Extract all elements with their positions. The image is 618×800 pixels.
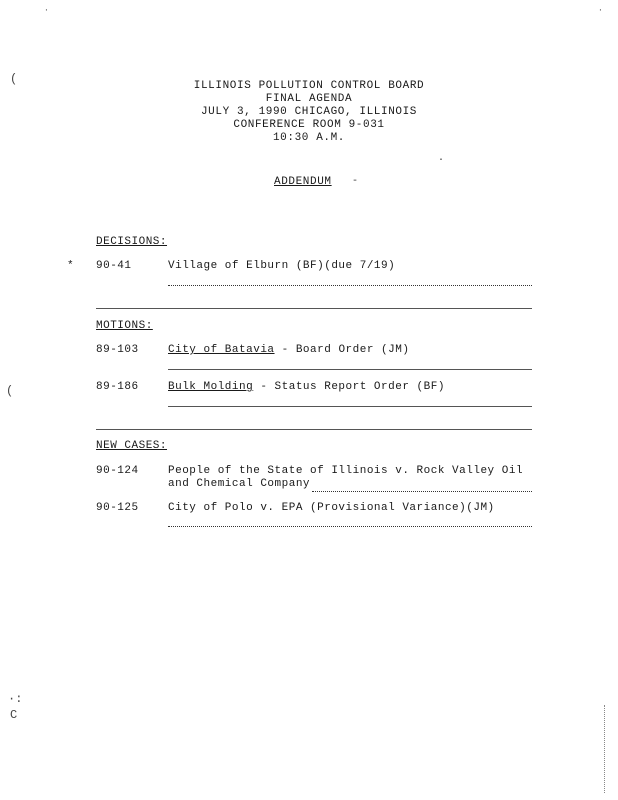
motions-heading (96, 320, 153, 332)
stray-dot: · (438, 155, 445, 166)
signature-line (168, 369, 532, 370)
top-corner-speck: · (44, 6, 49, 15)
case-description: City of Polo v. EPA (Provisional Variance)(JM) (168, 502, 495, 514)
case-number: 89-103 (96, 344, 139, 356)
margin-mark-bottom-2: C (10, 708, 18, 722)
signature-line (168, 526, 532, 527)
case-number: 90-125 (96, 502, 139, 514)
case-party: City of Batavia (168, 344, 275, 356)
new-cases-heading (96, 440, 167, 452)
top-right-speck: · (598, 6, 603, 15)
decisions-heading (96, 236, 167, 248)
right-edge-scan-line (604, 705, 605, 793)
margin-mark-middle: ( (6, 384, 14, 398)
priority-star: * (67, 260, 74, 272)
new-cases-heading-text: NEW CASES: (96, 440, 168, 452)
margin-mark-top: ( (10, 72, 18, 86)
signature-line (312, 491, 532, 492)
case-description (168, 344, 409, 357)
signature-line (168, 285, 532, 286)
case-description: Village of Elburn (BF)(due 7/19) (168, 260, 396, 272)
agenda-title: FINAL AGENDA (265, 93, 353, 105)
case-party: Bulk Molding (168, 381, 254, 393)
stray-dot-2: - (352, 176, 359, 187)
case-description (168, 381, 445, 394)
case-order: - Status Report Order (BF) (253, 381, 445, 393)
case-number: 90-41 (96, 260, 132, 272)
case-number: 90-124 (96, 465, 139, 477)
case-description-line-2: and Chemical Company (168, 478, 311, 490)
motions-heading-text: MOTIONS: (96, 320, 153, 332)
meeting-time: 10:30 A.M. (272, 132, 345, 144)
case-description-line-1: People of the State of Illinois v. Rock Valley Oil (168, 465, 524, 477)
decisions-heading-text: DECISIONS: (96, 236, 168, 248)
meeting-room: CONFERENCE ROOM 9-031 (233, 119, 385, 131)
margin-mark-bottom: ·: (8, 692, 23, 706)
separator-line (96, 308, 532, 309)
meeting-date-location: JULY 3, 1990 CHICAGO, ILLINOIS (200, 106, 418, 118)
case-order: - Board Order (JM) (274, 344, 410, 356)
addendum-heading: ADDENDUM (274, 176, 332, 188)
separator-line (96, 429, 532, 430)
board-name: ILLINOIS POLLUTION CONTROL BOARD (193, 80, 425, 92)
signature-line (168, 406, 532, 407)
case-number: 89-186 (96, 381, 139, 393)
